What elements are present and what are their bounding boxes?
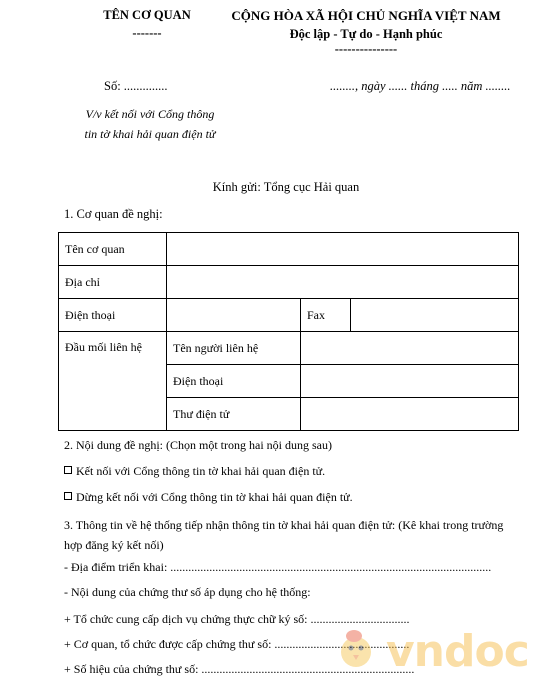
field-contact-name[interactable] — [301, 332, 519, 365]
republic-title: CỘNG HÒA XÃ HỘI CHỦ NGHĨA VIỆT NAM — [231, 8, 501, 23]
certificate-organization: + Cơ quan, tổ chức được cấp chứng thư số: ............................................. — [64, 637, 410, 651]
subject-line-2: tin tờ khai hải quan điện tử — [84, 127, 216, 141]
svg-text:vndoc: vndoc — [386, 626, 529, 674]
checkbox-icon[interactable] — [64, 466, 72, 474]
motto: Độc lập - Tự do - Hạnh phúc — [289, 27, 443, 41]
field-agency-name[interactable] — [167, 233, 519, 266]
field-fax[interactable] — [351, 299, 519, 332]
deployment-place: - Địa điểm triển khai: ........................................................................................................... — [64, 560, 492, 574]
table-row — [59, 299, 519, 332]
agency-divider: ------- — [132, 26, 162, 40]
certificate-content: - Nội dung của chứng thư số áp dụng cho hệ thống: — [64, 585, 311, 599]
agency-title: TÊN CƠ QUAN — [103, 8, 191, 22]
checkbox-icon[interactable] — [64, 492, 72, 500]
field-contact-email[interactable] — [301, 398, 519, 431]
label-contact-point: Đầu mối liên hệ — [59, 332, 167, 431]
label-contact-email: Thư điện tử — [167, 398, 301, 431]
motto-divider: --------------- — [334, 42, 398, 56]
table-row — [59, 233, 519, 266]
label-agency-name: Tên cơ quan — [59, 233, 167, 266]
document-number: Số: .............. — [104, 79, 168, 93]
agency-info-table — [58, 232, 519, 431]
label-phone: Điện thoại — [59, 299, 167, 332]
label-contact-name: Tên người liên hệ — [167, 332, 301, 365]
label-fax: Fax — [301, 299, 351, 332]
section-1-title: 1. Cơ quan đề nghị: — [64, 207, 163, 221]
subject-line-1: V/v kết nối với Cổng thông — [85, 107, 215, 121]
chick-icon — [341, 630, 371, 667]
document-subject — [64, 104, 236, 144]
label-contact-phone: Điện thoại — [167, 365, 301, 398]
section-2-title: 2. Nội dung đề nghị: (Chọn một trong hai nội dung sau) — [64, 438, 332, 452]
option-connect[interactable] — [64, 464, 325, 479]
field-address[interactable] — [167, 266, 519, 299]
document-date: ........, ngày ...... tháng ..... năm ........ — [330, 79, 511, 93]
field-phone[interactable] — [167, 299, 301, 332]
option-disconnect[interactable] — [64, 490, 353, 505]
label-address: Địa chỉ — [59, 266, 167, 299]
table-row — [59, 332, 519, 365]
certificate-serial: + Số hiệu của chứng thư số: ....................................................................... — [64, 662, 415, 676]
option-disconnect-label: Dừng kết nối với Cổng thông tin tờ khai hải quan điện tử. — [76, 490, 353, 504]
field-contact-phone[interactable] — [301, 365, 519, 398]
vndoc-logo — [336, 618, 558, 674]
table-row — [59, 266, 519, 299]
option-connect-label: Kết nối với Cổng thông tin tờ khai hải quan điện tử. — [76, 464, 326, 478]
recipient-line: Kính gửi: Tổng cục Hải quan — [212, 180, 360, 194]
certificate-provider: + Tổ chức cung cấp dịch vụ chứng thực chữ ký số: ................................. — [64, 612, 410, 626]
section-3-title: 3. Thông tin về hệ thống tiếp nhận thông tin tờ khai hải quan điện tử: (Kê khai trong trường hợp đăng ký kết nối) — [64, 518, 504, 552]
